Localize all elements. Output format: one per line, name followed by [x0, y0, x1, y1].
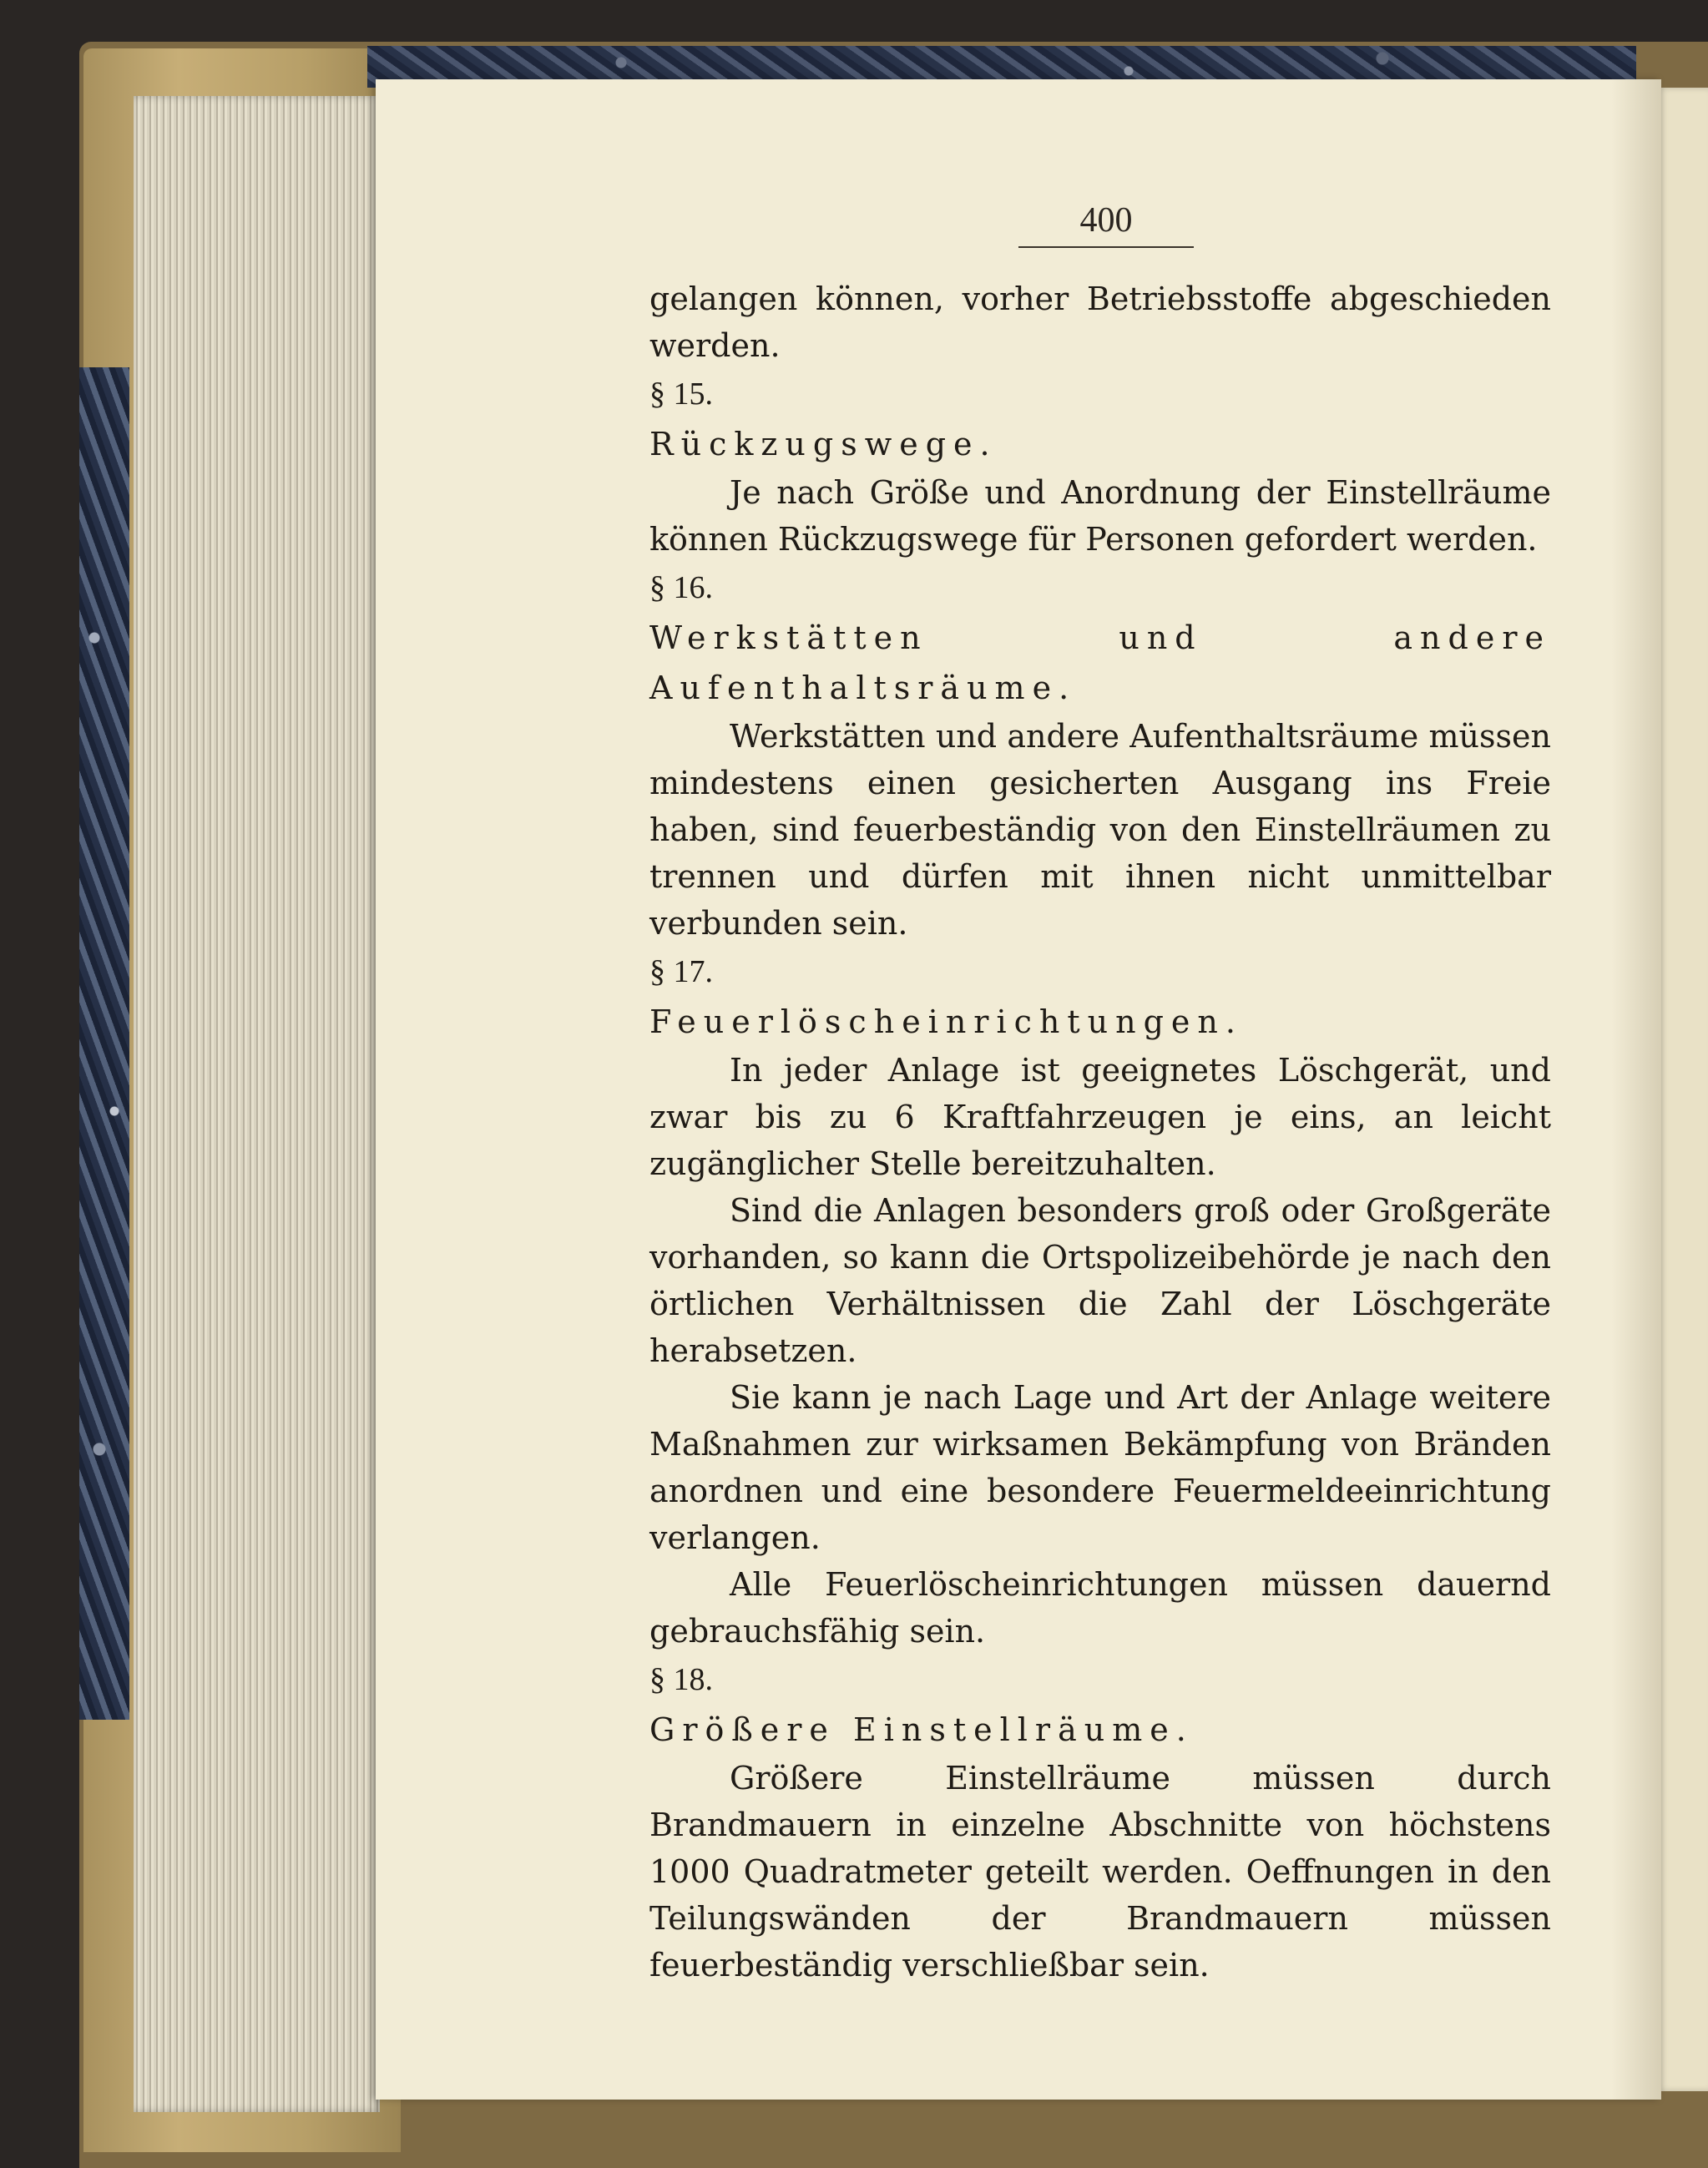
paragraph: gelangen können, vorher Betriebsstoffe abgeschieden werden. [649, 280, 1551, 364]
paragraph-number-heading: § 15. [649, 376, 713, 412]
page-number: 400 [1079, 201, 1133, 240]
paragraph: Werkstätten und andere Aufenthaltsräume müssen mindestens einen gesicherten Ausgang ins Freie haben, sind feuerbeständig von den Einstellräumen zu trennen und dürfen mit ihnen nicht unmittelbar verbunden sein. [649, 718, 1551, 942]
section-title: Werkstätten und andere Aufenthaltsräume. [649, 619, 1551, 706]
paragraph-number-heading: § 18. [649, 1662, 713, 1697]
paragraph: Alle Feuerlöscheinrichtungen müssen dauernd gebrauchsfähig sein. [649, 1566, 1551, 1650]
facing-page-edge [1657, 88, 1708, 2091]
paragraph: Sie kann je nach Lage und Art der Anlage weitere Maßnahmen zur wirksamen Bekämpfung von Bränden anordnen und eine besondere Feuermeldeeinrichtung verlangen. [649, 1379, 1551, 1556]
paragraph: In jeder Anlage ist geeignetes Löschgerät, und zwar bis zu 6 Kraftfahrzeugen je eins, an leicht zugänglicher Stelle bereitzuhalten. [649, 1052, 1551, 1182]
page-text-block [649, 275, 1551, 1989]
marbled-endpaper-left [79, 367, 129, 1720]
paragraph-number-heading: § 17. [649, 954, 713, 989]
paragraph-number-heading: § 16. [649, 570, 713, 605]
section-title: Rückzugswege. [649, 426, 998, 462]
paragraph: Sind die Anlagen besonders groß oder Großgeräte vorhanden, so kann die Ortspolizeibehörde je nach den örtlichen Verhältnissen die Zahl der Löschgeräte herabsetzen. [649, 1192, 1551, 1369]
page-edges-stack [134, 96, 380, 2112]
paragraph: Je nach Größe und Anordnung der Einstellräume können Rückzugswege für Personen gefordert werden. [649, 474, 1551, 558]
section-title: Größere Einstellräume. [649, 1711, 1194, 1748]
paragraph: Größere Einstellräume müssen durch Brandmauern in einzelne Abschnitte von höchstens 1000 Quadratmeter geteilt werden. Oeffnungen in den Teilungswänden der Brandmauern müssen feuerbeständig verschließbar sein. [649, 1760, 1551, 1984]
section-title: Feuerlöscheinrichtungen. [649, 1003, 1243, 1040]
page-number-rule [1018, 246, 1194, 248]
